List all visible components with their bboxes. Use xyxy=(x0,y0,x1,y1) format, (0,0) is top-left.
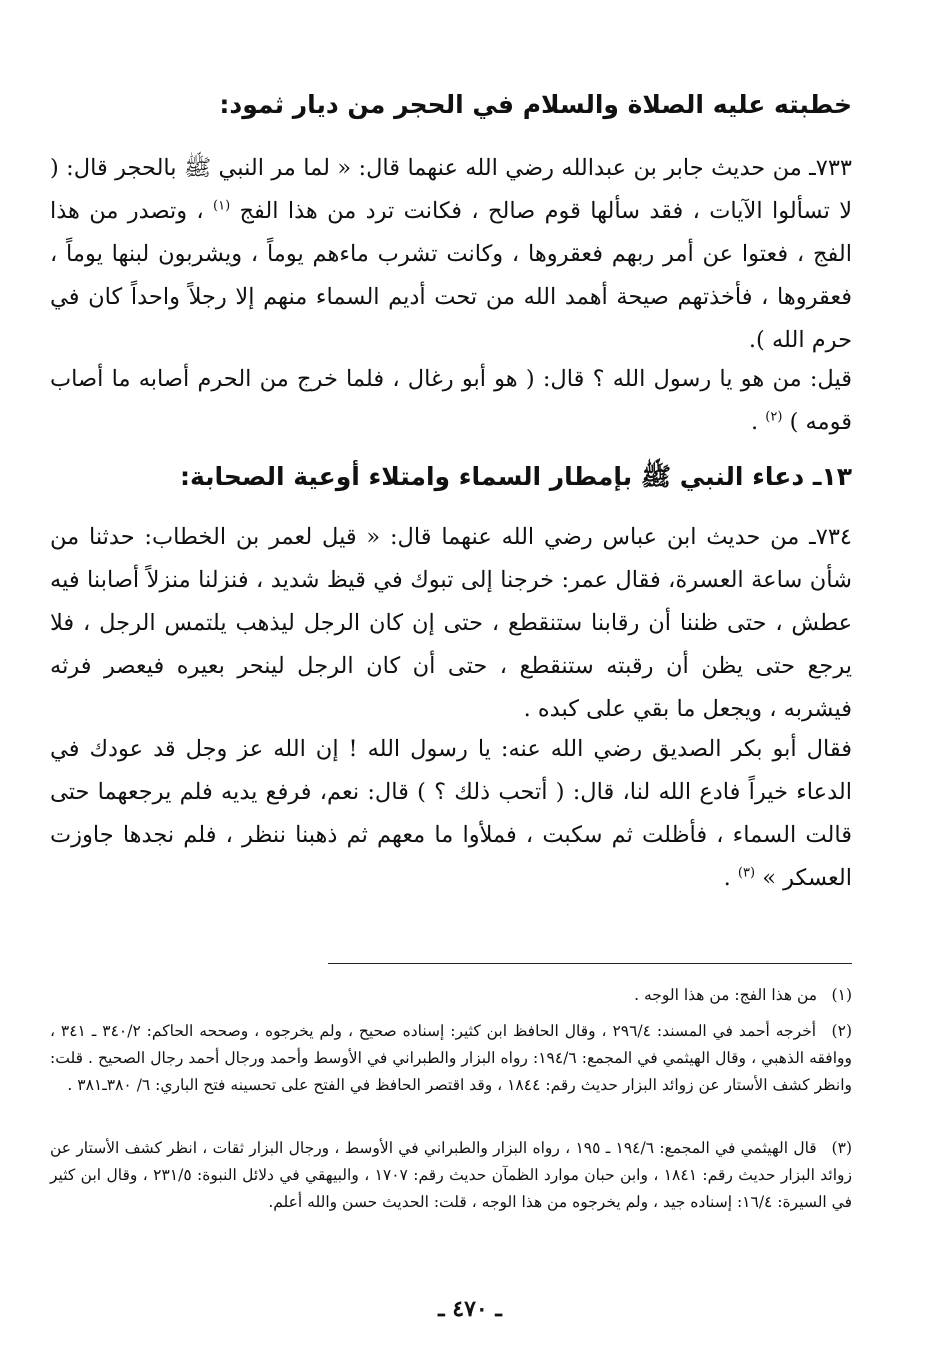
footnote-divider xyxy=(328,963,852,964)
hadith-733-paragraph xyxy=(50,147,852,362)
hadith-733-followup-text: قيل: من هو يا رسول الله ؟ قال: ( هو أبو رغال ، فلما خرج من الحرم أصابه ما أصاب قومه ) xyxy=(50,366,852,435)
footnote-ref-1[interactable]: (١) xyxy=(213,198,231,214)
hadith-733-followup-paragraph xyxy=(50,358,852,444)
hadith-734-followup-paragraph xyxy=(50,728,852,900)
footnote-text: من هذا الفج: من هذا الوجه . xyxy=(634,986,818,1004)
hadith-734-paragraph: ٧٣٤ـ من حديث ابن عباس رضي الله عنهما قال: « قيل لعمر بن الخطاب: حدثنا من شأن ساعة العسرة، فقال عمر: خرجنا إلى تبوك في قيظ شديد ، فنزلنا منزلاً أصابنا فيه عطش ، حتى ظننا أن رقابنا ستنقطع ، حتى إن كان الرجل ليذهب يلتمس الرجل ، فلا يرجع حتى يظن أن رقبته ستنقطع ، حتى أن كان الرجل لينحر بعيره فيعصر فرثه فيشربه ، ويجعل ما بقي على كبده . xyxy=(50,524,852,722)
footnote-text: قال الهيثمي في المجمع: ١٩٤/٦ ـ ١٩٥ ، رواه البزار والطبراني في الأوسط ، ورجال البزار ثقات ، انظر كشف الأستار عن زوائد البزار حديث رقم: ١٨٤١ ، وابن حبان موارد الظمآن حديث رقم: ١٧٠٧ ، والبيهقي في دلائل النبوة: ٢٣١/٥ ، وقال ابن كثير في السيرة: ١٦/٤: إسناده جيد ، ولم يخرجوه من هذا الوجه ، قلت: الحديث حسن والله أعلم. xyxy=(50,1139,853,1211)
hadith-733-text: ٧٣٣ـ من حديث جابر بن عبدالله رضي الله عنهما قال: « لما مر النبي ﷺ بالحجر قال: ( لا تسألوا الآيات ، فقد سألها قوم صالح ، فكانت ترد من هذا الفج xyxy=(50,155,853,224)
footnote-1 xyxy=(50,982,852,1009)
hadith-733-text-cont: ، وتصدر من هذا الفج ، فعتوا عن أمر ربهم فعقروها ، وكانت تشرب ماءهم يوماً ، ويشربون لبنها يوماً ، فعقروها ، فأخذتهم صيحة أهمد الله من تحت أديم السماء منهم إلا رجلاً واحداً كان في حرم الله ). xyxy=(50,198,852,353)
footnote-number: (٣) xyxy=(831,1139,852,1157)
footnote-number: (١) xyxy=(831,986,852,1004)
footnote-ref-3[interactable]: (٣) xyxy=(737,865,756,881)
hadith-733-followup-end: . xyxy=(750,409,759,435)
footnote-number: (٢) xyxy=(831,1022,852,1040)
footnote-3 xyxy=(50,1135,852,1216)
page-number: ـ ٤٧٠ ـ xyxy=(438,1296,502,1322)
section-heading-13: ١٣ـ دعاء النبي ﷺ بإمطار السماء وامتلاء أوعية الصحابة: xyxy=(180,462,852,491)
hadith-734-followup-end: . xyxy=(723,865,731,891)
hadith-734-followup-text: فقال أبو بكر الصديق رضي الله عنه: يا رسول الله ! إن الله عز وجل قد عودك في الدعاء خيراً فادع الله لنا، قال: ( أتحب ذلك ؟ ) قال: نعم، فرفع يديه فلم يرجعهما حتى قالت السماء ، فأظلت ثم سكبت ، فملأوا ما معهم ثم ذهبنا ننظر ، فلم نجدها جاوزت العسكر » xyxy=(50,736,852,891)
footnote-text: أخرجه أحمد في المسند: ٢٩٦/٤ ، وقال الحافظ ابن كثير: إسناده صحيح ، ولم يخرجوه ، وصححه الحاكم: ٣٤٠/٢ ـ ٣٤١ ، ووافقه الذهبي ، وقال الهيثمي في المجمع: ١٩٤/٦: رواه البزار والطبراني في الأوسط وأحمد ورجال أحمد رجال الصحيح . قلت: وانظر كشف الأستار عن زوائد البزار حديث رقم: ١٨٤٤ ، وقد اقتصر الحافظ في الفتح على تحسينه فتح الباري: ٦/ ٣٨٠ـ٣٨١ . xyxy=(50,1022,852,1094)
section-heading-thamud: خطبته عليه الصلاة والسلام في الحجر من ديار ثمود: xyxy=(219,90,852,119)
footnote-ref-2[interactable]: (٢) xyxy=(765,409,783,425)
footnote-2 xyxy=(50,1018,852,1099)
